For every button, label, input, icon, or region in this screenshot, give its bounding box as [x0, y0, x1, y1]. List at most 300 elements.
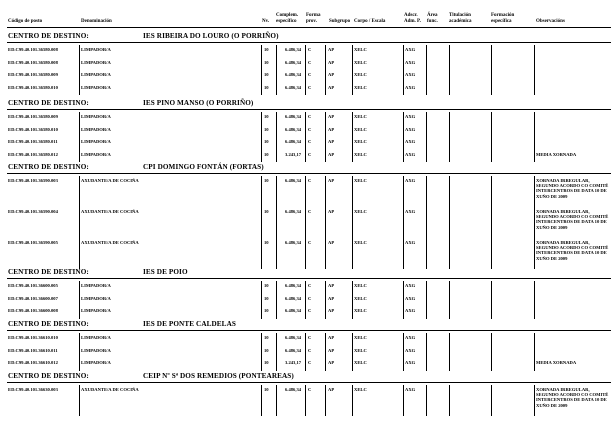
cell-sub: AP: [328, 387, 335, 392]
column-divider: [426, 306, 427, 319]
column-divider: [261, 45, 262, 58]
column-divider: [449, 125, 450, 138]
cell-forma: C: [308, 347, 312, 353]
cell-code: ED.C99.40.101.36590.004: [8, 209, 58, 214]
column-divider: [534, 83, 535, 96]
cell-comp: 6.486,34: [285, 114, 302, 119]
column-divider: [325, 294, 326, 307]
cell-corpo: XELC: [354, 47, 367, 52]
cell-sub: AP: [328, 295, 335, 301]
column-divider: [325, 333, 326, 346]
cell-code: ED.C99.40.101.36590.003: [8, 178, 58, 183]
column-divider: [79, 294, 80, 307]
cell-forma: C: [308, 209, 312, 214]
column-divider: [305, 294, 306, 307]
header-rule: [7, 27, 611, 28]
table-row: [0, 207, 615, 238]
column-divider: [276, 137, 277, 150]
column-divider: [491, 346, 492, 359]
column-divider: [534, 358, 535, 371]
column-divider: [352, 137, 353, 150]
cell-comp: 6.486,34: [285, 139, 302, 144]
column-divider: [426, 58, 427, 71]
column-divider: [325, 358, 326, 371]
cell-observacions: XORNADA IRREGULAR, SEGUNDO ACORDO CO COMITÉ INTERCENTROS DE DATA 10 DE XUÑO DE 2009: [536, 178, 609, 199]
cell-denom: LIMPADOR/A: [81, 72, 111, 77]
cell-corpo: XELC: [354, 283, 367, 288]
cell-nivel: 10: [264, 283, 269, 288]
column-divider: [449, 294, 450, 307]
column-divider: [534, 207, 535, 238]
column-divider: [449, 112, 450, 125]
column-divider: [352, 83, 353, 96]
column-divider: [261, 70, 262, 83]
cell-corpo: XELC: [354, 59, 367, 65]
column-divider: [403, 176, 404, 207]
table-row: [0, 58, 615, 71]
column-divider: [449, 306, 450, 319]
column-divider: [261, 333, 262, 346]
column-divider: [534, 70, 535, 83]
column-divider: [276, 150, 277, 163]
column-divider: [79, 112, 80, 125]
column-divider: [305, 83, 306, 96]
column-divider: [491, 83, 492, 96]
center-label: CENTRO DE DESTINO:: [8, 99, 89, 107]
column-divider: [534, 294, 535, 307]
column-divider: [403, 238, 404, 269]
column-divider: [491, 150, 492, 163]
section-rule: [7, 278, 611, 279]
table-row: [0, 346, 615, 359]
cell-code: ED.C99.40.101.36630.003: [8, 387, 58, 392]
table-row: [0, 281, 615, 294]
cell-forma: C: [308, 240, 312, 245]
cell-nivel: 10: [264, 295, 269, 301]
column-divider: [276, 294, 277, 307]
cell-sub: AP: [328, 139, 335, 144]
cell-sub: AP: [328, 178, 335, 183]
column-divider: [426, 238, 427, 269]
column-divider: [305, 70, 306, 83]
cell-adsc: AXG: [405, 283, 416, 288]
column-divider: [325, 281, 326, 294]
cell-code: ED.C99.40.101.36610.010: [8, 335, 58, 340]
cell-nivel: 10: [264, 360, 269, 365]
center-label: CENTRO DE DESTINO:: [8, 32, 89, 40]
column-divider: [261, 238, 262, 269]
column-divider: [79, 83, 80, 96]
cell-forma: C: [308, 84, 312, 90]
cell-nivel: 10: [264, 47, 269, 52]
column-divider: [352, 45, 353, 58]
cell-denom: LIMPADOR/A: [81, 84, 111, 90]
cell-comp: 6.486,34: [285, 59, 302, 65]
cell-denom: LIMPADOR/A: [81, 139, 111, 144]
column-divider: [449, 207, 450, 238]
column-divider: [305, 346, 306, 359]
cell-corpo: XELC: [354, 308, 367, 313]
column-divider: [491, 45, 492, 58]
cell-adsc: AXG: [405, 151, 416, 157]
column-divider: [534, 45, 535, 58]
column-divider: [261, 281, 262, 294]
column-divider: [276, 281, 277, 294]
column-divider: [426, 83, 427, 96]
column-divider: [261, 137, 262, 150]
column-divider: [449, 176, 450, 207]
column-divider: [352, 207, 353, 238]
cell-sub: AP: [328, 126, 335, 132]
center-name: IES DE PONTE CALDELAS: [143, 320, 236, 328]
cell-code: ED.C99.40.101.36580.008: [8, 47, 58, 52]
cell-sub: AP: [328, 47, 335, 52]
column-divider: [491, 333, 492, 346]
cell-code: ED.C99.40.101.36580.008: [8, 59, 58, 65]
column-divider: [352, 238, 353, 269]
cell-code: ED.C99.40.101.36580.012: [8, 151, 58, 157]
header-forma: [306, 13, 326, 25]
cell-forma: C: [308, 72, 312, 77]
column-divider: [325, 346, 326, 359]
cell-code: ED.C99.40.101.36610.011: [8, 347, 58, 353]
cell-forma: C: [308, 151, 312, 157]
cell-adsc: AXG: [405, 59, 416, 65]
cell-denom: AXUDANTE/A DE COCIÑA: [81, 178, 139, 183]
column-divider: [261, 112, 262, 125]
column-divider: [403, 45, 404, 58]
column-divider: [449, 137, 450, 150]
column-divider: [325, 207, 326, 238]
column-divider: [403, 125, 404, 138]
header-area-text: Área func.: [427, 13, 438, 24]
cell-nivel: 10: [264, 139, 269, 144]
column-divider: [276, 70, 277, 83]
cell-code: ED.C99.40.101.36580.009: [8, 72, 58, 77]
column-divider: [352, 112, 353, 125]
column-divider: [426, 176, 427, 207]
cell-corpo: XELC: [354, 178, 367, 183]
column-divider: [426, 346, 427, 359]
cell-code: ED.C99.40.101.36610.012: [8, 360, 58, 365]
header-titulacion-text: Titulación académica: [449, 13, 472, 24]
cell-adsc: AXG: [405, 209, 416, 214]
cell-nivel: 10: [264, 387, 269, 392]
cell-denom: LIMPADOR/A: [81, 283, 111, 288]
cell-code: ED.C99.40.101.36580.010: [8, 84, 58, 90]
column-divider: [276, 238, 277, 269]
column-divider: [491, 281, 492, 294]
column-divider: [79, 238, 80, 269]
column-divider: [325, 70, 326, 83]
column-divider: [426, 137, 427, 150]
cell-corpo: XELC: [354, 139, 367, 144]
column-divider: [305, 45, 306, 58]
cell-observacions: MEDIA XORNADA: [536, 151, 577, 157]
cell-adsc: AXG: [405, 295, 416, 301]
column-divider: [491, 385, 492, 416]
cell-sub: AP: [328, 114, 335, 119]
column-divider: [403, 137, 404, 150]
cell-adsc: AXG: [405, 47, 416, 52]
column-divider: [276, 176, 277, 207]
column-divider: [534, 112, 535, 125]
cell-comp: 6.486,34: [285, 178, 302, 183]
column-divider: [426, 385, 427, 416]
cell-adsc: AXG: [405, 240, 416, 245]
column-divider: [352, 294, 353, 307]
cell-forma: C: [308, 59, 312, 65]
cell-comp: 6.486,34: [285, 387, 302, 392]
cell-comp: 3.243,17: [285, 360, 302, 365]
column-divider: [449, 58, 450, 71]
cell-denom: LIMPADOR/A: [81, 47, 111, 52]
column-divider: [403, 306, 404, 319]
cell-nivel: 10: [264, 84, 269, 90]
column-divider: [352, 125, 353, 138]
table-row: [0, 306, 615, 319]
cell-comp: 6.486,34: [285, 295, 302, 301]
cell-adsc: AXG: [405, 308, 416, 313]
cell-forma: C: [308, 178, 312, 183]
cell-corpo: XELC: [354, 151, 367, 157]
column-divider: [352, 333, 353, 346]
header-forma-text: Forma prov.: [306, 13, 321, 24]
cell-denom: LIMPADOR/A: [81, 347, 111, 353]
column-divider: [79, 207, 80, 238]
cell-sub: AP: [328, 240, 335, 245]
cell-nivel: 10: [264, 59, 269, 65]
cell-nivel: 10: [264, 178, 269, 183]
cell-corpo: XELC: [354, 72, 367, 77]
column-divider: [325, 83, 326, 96]
center-name: IES DE POIO: [143, 268, 188, 276]
cell-sub: AP: [328, 209, 335, 214]
column-divider: [534, 125, 535, 138]
cell-comp: 6.486,34: [285, 72, 302, 77]
column-divider: [426, 333, 427, 346]
cell-corpo: XELC: [354, 295, 367, 301]
cell-corpo: XELC: [354, 335, 367, 340]
cell-nivel: 10: [264, 209, 269, 214]
cell-comp: 6.486,34: [285, 240, 302, 245]
cell-code: ED.C99.40.101.36580.009: [8, 114, 58, 119]
column-divider: [534, 333, 535, 346]
cell-forma: C: [308, 335, 312, 340]
column-divider: [79, 45, 80, 58]
column-divider: [534, 238, 535, 269]
column-divider: [403, 70, 404, 83]
header-codigo: Código de posto: [8, 19, 43, 24]
column-divider: [79, 137, 80, 150]
column-divider: [352, 150, 353, 163]
center-name: IES PINO MANSO (O PORRIÑO): [143, 99, 254, 107]
cell-comp: 3.243,17: [285, 151, 302, 157]
cell-forma: C: [308, 295, 312, 301]
cell-corpo: XELC: [354, 240, 367, 245]
header-adscricion-text: Adscr. Adm. P.: [404, 13, 421, 24]
cell-comp: 6.486,34: [285, 47, 302, 52]
column-divider: [352, 281, 353, 294]
cell-adsc: AXG: [405, 139, 416, 144]
table-row: [0, 137, 615, 150]
table-row: [0, 333, 615, 346]
column-divider: [305, 238, 306, 269]
cell-corpo: XELC: [354, 114, 367, 119]
header-denominacion: Denominación: [81, 19, 112, 24]
section-rule: [7, 109, 611, 110]
cell-comp: 6.486,34: [285, 84, 302, 90]
header-formacion-text: Formación específica: [491, 13, 515, 24]
cell-nivel: 10: [264, 114, 269, 119]
cell-denom: LIMPADOR/A: [81, 308, 111, 313]
column-divider: [426, 125, 427, 138]
column-divider: [79, 346, 80, 359]
cell-comp: 6.486,34: [285, 209, 302, 214]
cell-denom: LIMPADOR/A: [81, 295, 111, 301]
column-divider: [534, 137, 535, 150]
column-divider: [352, 385, 353, 416]
column-divider: [403, 346, 404, 359]
cell-code: ED.C99.40.101.36580.010: [8, 126, 58, 132]
cell-denom: LIMPADOR/A: [81, 114, 111, 119]
column-divider: [325, 385, 326, 416]
cell-denom: LIMPADOR/A: [81, 335, 111, 340]
column-divider: [449, 45, 450, 58]
cell-adsc: AXG: [405, 335, 416, 340]
column-divider: [276, 83, 277, 96]
cell-corpo: XELC: [354, 347, 367, 353]
column-divider: [491, 238, 492, 269]
header-subgrupo: Subgrupo: [329, 19, 351, 24]
cell-adsc: AXG: [405, 114, 416, 119]
column-divider: [403, 333, 404, 346]
column-divider: [325, 58, 326, 71]
cell-forma: C: [308, 360, 312, 365]
cell-adsc: AXG: [405, 347, 416, 353]
cell-corpo: XELC: [354, 209, 367, 214]
cell-observacions: XORNADA IRREGULAR, SEGUNDO ACORDO CO COMITÉ INTERCENTROS DE DATA 10 DE XUÑO DE 2009: [536, 209, 609, 230]
cell-sub: AP: [328, 347, 335, 353]
column-divider: [491, 112, 492, 125]
column-divider: [276, 45, 277, 58]
column-divider: [261, 125, 262, 138]
cell-code: ED.C99.40.101.36600.007: [8, 295, 58, 301]
column-divider: [276, 112, 277, 125]
column-divider: [261, 385, 262, 416]
column-divider: [261, 294, 262, 307]
column-divider: [261, 58, 262, 71]
cell-comp: 6.486,34: [285, 335, 302, 340]
column-divider: [305, 137, 306, 150]
cell-comp: 6.486,34: [285, 283, 302, 288]
column-divider: [305, 150, 306, 163]
column-divider: [491, 70, 492, 83]
column-divider: [403, 150, 404, 163]
column-divider: [403, 83, 404, 96]
cell-nivel: 10: [264, 126, 269, 132]
column-divider: [449, 333, 450, 346]
cell-corpo: XELC: [354, 84, 367, 90]
cell-forma: C: [308, 139, 312, 144]
center-name: IES RIBEIRA DO LOURO (O PORRIÑO): [143, 32, 279, 40]
column-divider: [449, 150, 450, 163]
cell-sub: AP: [328, 283, 335, 288]
column-divider: [426, 294, 427, 307]
cell-nivel: 10: [264, 72, 269, 77]
column-divider: [79, 150, 80, 163]
cell-sub: AP: [328, 151, 335, 157]
column-divider: [449, 281, 450, 294]
column-divider: [426, 112, 427, 125]
column-divider: [491, 294, 492, 307]
cell-denom: LIMPADOR/A: [81, 151, 111, 157]
cell-forma: C: [308, 47, 312, 52]
column-divider: [449, 83, 450, 96]
table-row: [0, 294, 615, 307]
column-divider: [79, 306, 80, 319]
table-row: [0, 70, 615, 83]
cell-code: ED.C99.40.101.36600.008: [8, 308, 58, 313]
section-rule: [7, 42, 611, 43]
column-divider: [534, 58, 535, 71]
center-label: CENTRO DE DESTINO:: [8, 372, 89, 380]
column-divider: [325, 150, 326, 163]
column-divider: [426, 207, 427, 238]
center-label: CENTRO DE DESTINO:: [8, 320, 89, 328]
column-divider: [276, 207, 277, 238]
table-row: [0, 150, 615, 163]
header-nivel: Nv.: [262, 19, 270, 24]
column-divider: [534, 281, 535, 294]
column-divider: [491, 58, 492, 71]
column-divider: [491, 137, 492, 150]
cell-adsc: AXG: [405, 360, 416, 365]
column-divider: [426, 70, 427, 83]
column-divider: [305, 306, 306, 319]
column-divider: [403, 281, 404, 294]
column-divider: [449, 70, 450, 83]
column-divider: [79, 333, 80, 346]
table-row: [0, 112, 615, 125]
column-divider: [276, 333, 277, 346]
column-divider: [352, 70, 353, 83]
column-divider: [261, 176, 262, 207]
column-divider: [276, 306, 277, 319]
column-divider: [276, 385, 277, 416]
column-divider: [449, 385, 450, 416]
cell-observacions: MEDIA XORNADA: [536, 360, 577, 365]
column-divider: [261, 358, 262, 371]
column-divider: [261, 150, 262, 163]
center-name: CPI DOMINGO FONTÁN (FORTAS): [143, 163, 264, 171]
cell-forma: C: [308, 114, 312, 119]
cell-observacions: XORNADA IRREGULAR, SEGUNDO ACORDO CO COMITÉ INTERCENTROS DE DATA 10 DE XUÑO DE 2009: [536, 240, 609, 261]
header-complemento: [276, 13, 304, 25]
table-row: [0, 45, 615, 58]
cell-nivel: 10: [264, 347, 269, 353]
cell-sub: AP: [328, 84, 335, 90]
column-divider: [325, 137, 326, 150]
section-rule: [7, 330, 611, 331]
cell-code: ED.C99.40.101.36590.005: [8, 240, 58, 245]
column-divider: [305, 207, 306, 238]
column-divider: [79, 70, 80, 83]
column-divider: [426, 281, 427, 294]
column-divider: [305, 358, 306, 371]
column-divider: [491, 207, 492, 238]
column-divider: [79, 281, 80, 294]
